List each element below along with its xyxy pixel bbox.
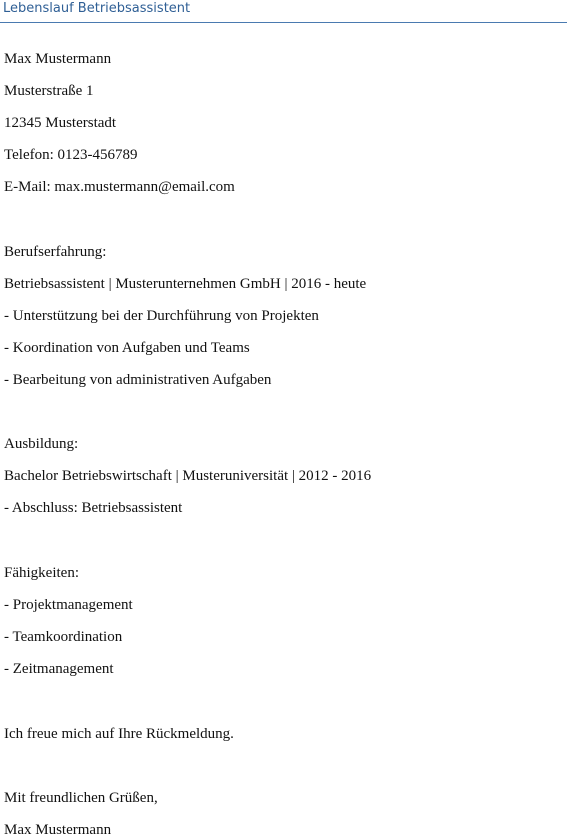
skills-heading: Fähigkeiten: xyxy=(4,565,79,581)
signature-name: Max Mustermann xyxy=(4,822,112,838)
contact-phone: Telefon: 0123-456789 xyxy=(4,147,138,163)
skills-item: - Zeitmanagement xyxy=(4,661,114,677)
education-degree: Bachelor Betriebswirtschaft | Musteruniversität | 2012 - 2016 xyxy=(4,468,372,484)
experience-item: - Koordination von Aufgaben und Teams xyxy=(4,340,250,356)
salutation: Mit freundlichen Grüßen, xyxy=(4,790,158,806)
closing-sentence: Ich freue mich auf Ihre Rückmeldung. xyxy=(4,726,234,742)
education-heading: Ausbildung: xyxy=(4,436,79,452)
skills-item: - Teamkoordination xyxy=(4,629,123,645)
contact-street: Musterstraße 1 xyxy=(4,83,94,99)
experience-item: - Unterstützung bei der Durchführung von Projekten xyxy=(4,308,319,324)
experience-item: - Bearbeitung von administrativen Aufgaben xyxy=(4,372,272,388)
skills-item: - Projektmanagement xyxy=(4,597,133,613)
experience-position: Betriebsassistent | Musterunternehmen GmbH | 2016 - heute xyxy=(4,276,367,292)
contact-city: 12345 Musterstadt xyxy=(4,115,117,131)
header-title: Lebenslauf Betriebsassistent xyxy=(3,1,191,16)
contact-name: Max Mustermann xyxy=(4,51,112,67)
document-header xyxy=(0,0,567,23)
contact-email: E-Mail: max.mustermann@email.com xyxy=(4,179,235,195)
education-item: - Abschluss: Betriebsassistent xyxy=(4,500,183,516)
experience-heading: Berufserfahrung: xyxy=(4,244,107,260)
